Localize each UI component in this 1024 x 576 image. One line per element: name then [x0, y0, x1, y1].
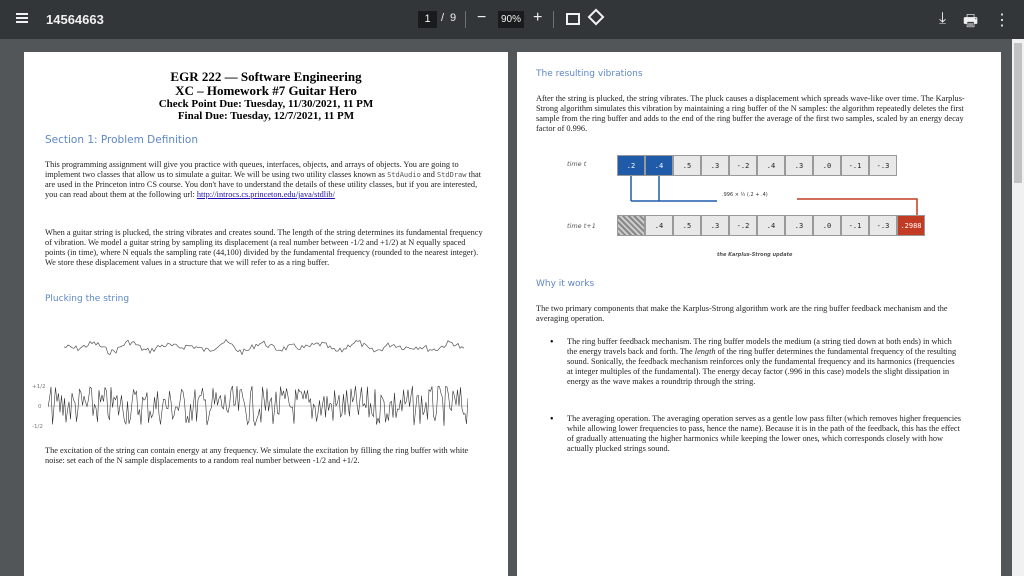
waveform-line	[64, 340, 464, 355]
ring-buffer-cell: .4	[757, 155, 785, 176]
stdlib-link[interactable]: http://introcs.cs.princeton.edu/java/stdlib/	[196, 190, 335, 199]
fit-to-page-icon[interactable]	[566, 13, 580, 25]
smooth-waveform-illustration	[64, 334, 464, 360]
ring-buffer-cell: .2988	[897, 215, 925, 236]
section-heading: Section 1: Problem Definition	[45, 134, 199, 146]
ring-buffer-cell: -.2	[729, 215, 757, 236]
update-formula: .996 × ½ (.2 + .4)	[722, 192, 768, 198]
excitation-paragraph: The excitation of the string can contain energy at any frequency. We simulate the excitation by filling the ring buffer with white noise: set each of the N sample displacements to a random real number between -1/2 and +1/2.	[45, 446, 469, 465]
ring-buffer-cell: .4	[757, 215, 785, 236]
zoom-out-button[interactable]: −	[477, 9, 487, 26]
ring-buffer-cell: -.3	[869, 215, 897, 236]
ring-buffer-cell: .3	[785, 155, 813, 176]
white-noise-waveform	[48, 382, 468, 430]
toolbar-divider	[553, 11, 554, 28]
page-separator: /	[441, 12, 445, 24]
ring-buffer-cell: .3	[701, 215, 729, 236]
ring-buffer-cell: .0	[813, 215, 841, 236]
print-icon[interactable]: 🖶	[963, 13, 979, 30]
vibrations-paragraph: After the string is plucked, the string vibrates. The pluck causes a displacement which spreads wave-like over time. The Karplus-Strong algorithm simulates this vibration by maintaining a ring buffer of the N samples: the algorithm repeatedly deletes the first sample from the ring buffer and adds to the end of the ring buffer the average of the first two samples, scaled by an energy decay factor of 0.996.	[536, 94, 965, 133]
intro-text: and	[420, 170, 437, 179]
page-number-input[interactable]: 1	[418, 11, 437, 28]
ring-buffer-cell: .5	[673, 155, 701, 176]
pdf-toolbar	[0, 0, 1024, 39]
ring-buffer-cell: -.1	[841, 155, 869, 176]
zoom-level-input[interactable]: 90%	[498, 11, 524, 28]
subsection-heading: Why it works	[536, 279, 595, 289]
bullet-mark: •	[550, 337, 554, 348]
total-pages: 9	[450, 12, 457, 24]
ring-buffer-time-t1	[617, 215, 925, 236]
code-stddraw: StdDraw	[436, 171, 467, 179]
intro-paragraph	[45, 160, 483, 200]
checkpoint-due: Check Point Due: Tuesday, 11/30/2021, 11 PM	[158, 98, 374, 110]
more-actions-icon[interactable]: ⋮	[994, 12, 1010, 29]
scrollbar-thumb[interactable]	[1014, 43, 1022, 183]
ring-buffer-cell	[617, 215, 645, 236]
diagram-caption: the Karplus-Strong update	[717, 252, 793, 258]
bullet-text: of the ring buffer determines the fundamental frequency of the resulting sound. Sonically, the feedback mechanism reinforces only the fundamental frequency and its harmonics (frequencies at integer multiples of the fundamental). The energy decay factor (.996 in this case) models the slight dissipation in energy as the wave makes a roundtrip through the string.	[567, 347, 957, 386]
ring-buffer-time-t	[617, 155, 897, 176]
time-t-label: time t	[567, 160, 587, 168]
ring-buffer-cell: .5	[673, 215, 701, 236]
ring-buffer-cell: -.3	[869, 155, 897, 176]
ring-buffer-cell: -.2	[729, 155, 757, 176]
ring-buffer-cell: .4	[645, 215, 673, 236]
axis-label-top: +1/2	[32, 384, 46, 390]
assignment-title: XC – Homework #7 Guitar Hero	[175, 83, 357, 98]
bullet-emphasis: length	[694, 347, 716, 356]
code-stdaudio: StdAudio	[387, 171, 421, 179]
averaging-bullet: The averaging operation. The averaging operation serves as a gentle low pass filter (which removes higher frequencies while allowing lower frequencies to pass, hence the name). Because it is in the path of the feedback, this has the effect of gradually attenuating the higher harmonics while keeping the lower ones, which corresponds closely with how actually plucked strings sound.	[567, 414, 962, 453]
ring-buffer-cell: .2	[617, 155, 645, 176]
final-due: Final Due: Tuesday, 12/7/2021, 11 PM	[177, 110, 355, 122]
bullet-mark: •	[550, 414, 554, 425]
ring-buffer-cell: .3	[701, 155, 729, 176]
document-title: 14564663	[46, 12, 104, 27]
zoom-in-button[interactable]: +	[533, 9, 543, 26]
vertical-scrollbar[interactable]	[1012, 39, 1024, 576]
axis-label-bottom: -1/2	[32, 424, 43, 430]
ring-buffer-cell: .3	[785, 215, 813, 236]
feedback-bullet	[567, 337, 962, 387]
rotate-icon[interactable]	[588, 9, 605, 26]
menu-icon[interactable]	[16, 13, 28, 23]
time-t1-label: time t+1	[567, 222, 596, 230]
why-paragraph: The two primary components that make the Karplus-Strong algorithm work are the ring buffer feedback mechanism and the averaging operation.	[536, 304, 948, 323]
toolbar-divider	[465, 11, 466, 28]
pdf-page-2	[517, 52, 1001, 576]
intro-text: This programming assignment will give you practice with queues, interfaces, objects, and arrays of objects. You are going to implement two classes that allow us to simulate a guitar. We will be using two utility classes known as	[45, 160, 459, 179]
subsection-heading: The resulting vibrations	[536, 69, 643, 79]
ring-buffer-cell: .0	[813, 155, 841, 176]
ring-buffer-cell: -.1	[841, 215, 869, 236]
ring-buffer-paragraph: When a guitar string is plucked, the string vibrates and creates sound. The length of the string determines its fundamental frequency of vibration. We model a guitar string by sampling its displacement (a real number between -1/2 and +1/2) at N equally spaced points (in time), where N equals the sampling rate (44,100) divided by the fundamental frequency (rounded to the nearest integer). We store these displacement values in a structure that we will refer to as a ring buffer.	[45, 228, 483, 267]
subsection-heading: Plucking the string	[45, 294, 130, 304]
intro-text: that are used in the Princeton intro CS course. You don't have to understand the details of these utility classes, but if you are interested, you can read about them at the following url:	[45, 170, 481, 199]
ring-buffer-cell: .4	[645, 155, 673, 176]
download-icon[interactable]: ⤓	[939, 10, 947, 27]
course-title: EGR 222 — Software Engineering	[170, 69, 362, 84]
bullet-text: The ring buffer feedback mechanism. The ring buffer models the medium (a string tied down at both ends) in which the energy travels back and forth. The	[567, 337, 952, 356]
pdf-page-1	[24, 52, 508, 576]
axis-label-mid: 0	[38, 404, 42, 410]
